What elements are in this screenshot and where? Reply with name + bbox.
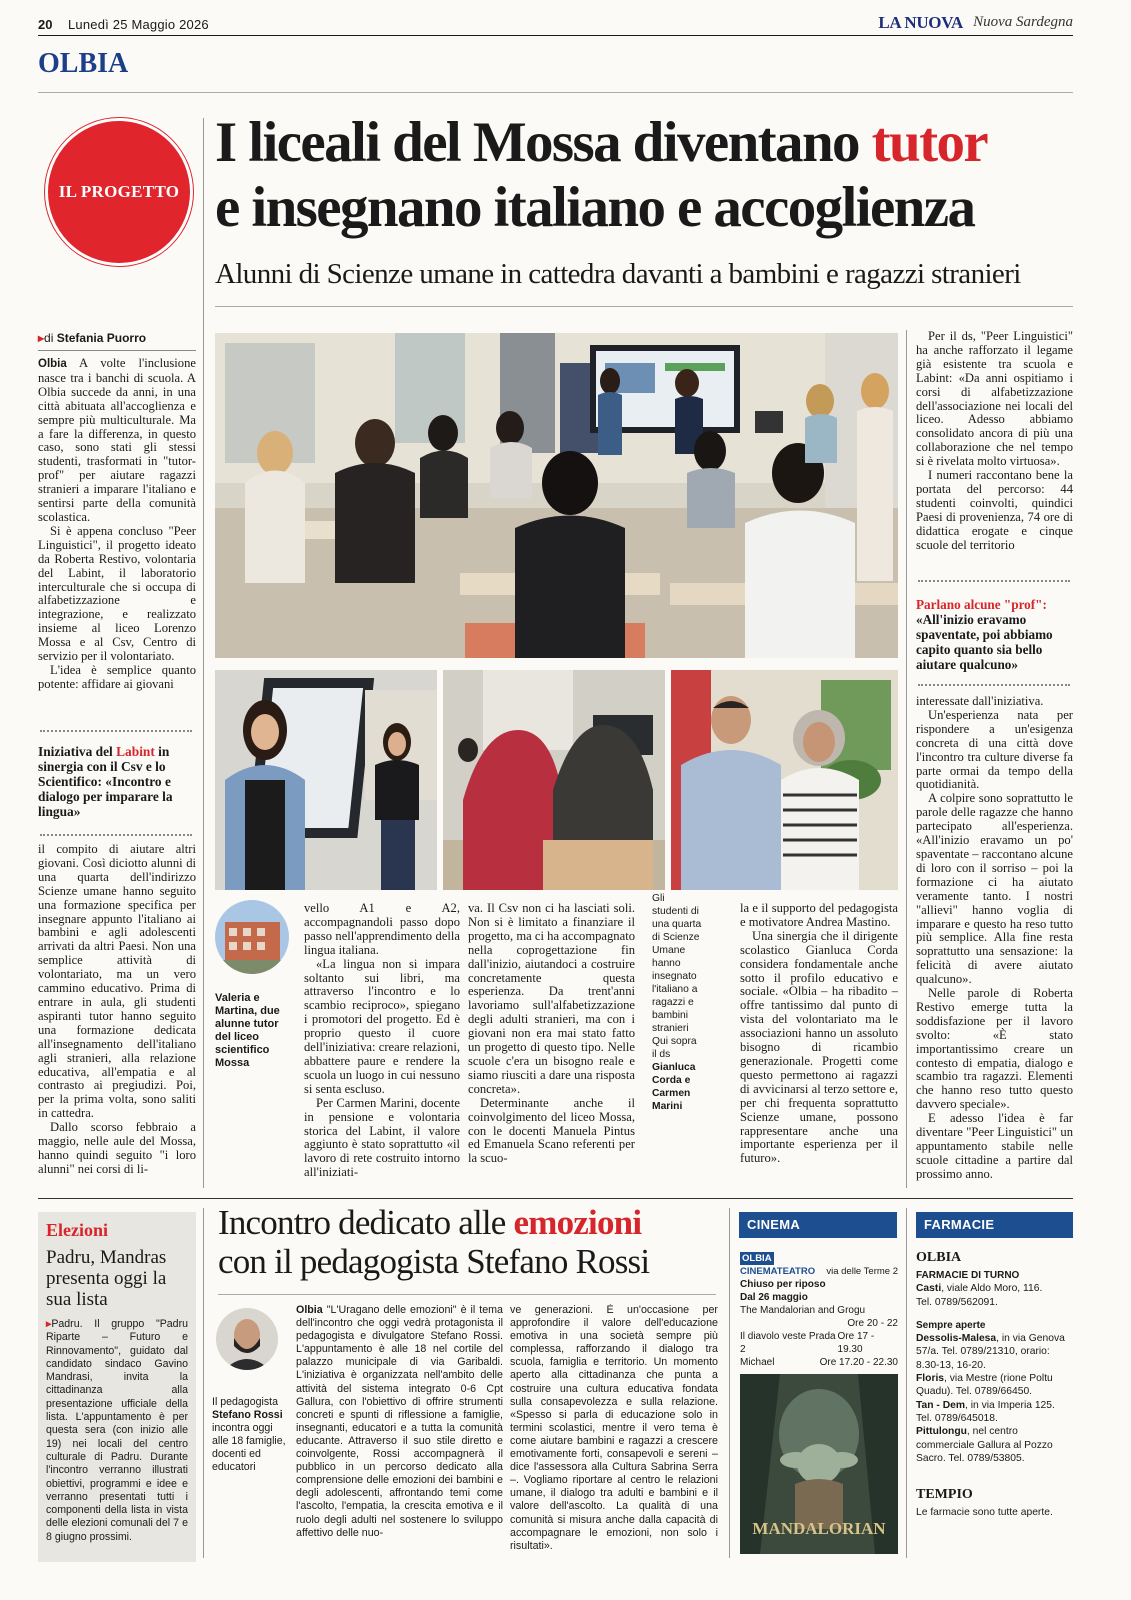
article-column-3 [304, 902, 460, 1188]
students-photo [443, 670, 665, 890]
paragraph: Per Carmen Marini, docente in pensione e volontaria storica del Labint, il valore aggiunto è stato soprattutto «il lavoro di rete costruito intorno all'iniziati- [304, 1095, 460, 1180]
dotted-divider [918, 580, 1070, 582]
elections-title: Padru, Mandras presenta oggi la sua lista [46, 1247, 167, 1310]
section-rule [38, 92, 1073, 93]
tutors-photo [215, 670, 437, 890]
cinema-city: OLBIA [742, 1253, 772, 1264]
cinema-from: Dal 26 maggio [740, 1292, 808, 1303]
movie-poster [740, 1374, 898, 1554]
cinema-header: CINEMA [739, 1212, 897, 1238]
page-number: 20 [38, 17, 53, 32]
subtitle: Alunni di Scienze umane in cattedra davanti a bambini e ragazzi stranieri [215, 258, 1021, 290]
paragraph: «La lingua non si impara soltanto sui libri, ma attraverso l'incontro e lo scambio reciproco», spiegano i promotori del progetto. Ed è proprio questo il cuore dell'iniziativa: creare relazioni, abbattere paure e rendere la scuola un luogo in cui nessuno si senta escluso. [304, 956, 460, 1096]
headline-highlight: tutor [871, 111, 988, 174]
cinema-venue: CINEMATEATRO [740, 1266, 816, 1277]
article2-column-2: ve generazioni. È un'occasione per approfondire il valore dell'educazione emotiva in una società sempre più complessa, rafforzando il dialogo tra scuola, famiglia e territorio. Un momento aperto alla cittadinanza che punta a costruire una cultura educativa fondata sulla consapevolezza e sulla relazione. «Spesso si parla di educazione solo in termini scolastici, mentre il vero tema è come aiutare bambini e ragazzi a crescere emotivamente forti, consapevoli e sereni – dice l'assessora alla Cultura Sabrina Serra –. Vogliamo riportare al centro le relazioni umane, il dialogo tra adulti e bambini e il valore dell'ascolto. La qualità di una comunità si misura anche dalla capacità di accompagnare le emozioni, non solo i risultati». [510, 1304, 718, 1552]
film-times: Ore 17.20 - 22.30 [819, 1357, 898, 1368]
photo-caption-right: Gli studenti di una quarta di Scienze Umane hanno insegnato l'italiano a ragazzi e bambini stranieri Qui sopra il ds Gianluca Corda e Carmen Marini [652, 893, 702, 1112]
paragraph: Un'esperienza nata per rispondere a un'esigenza concreta di una città dove l'incontro tra culture diverse fa parte ormai da tempo della quotidianità. [916, 707, 1073, 792]
elections-body: ▸Padru. Il gruppo "Padru Riparte – Futuro e Rinnovamento", guidato dal candidato sindaco Gavino Mandrasi, invita la cittadinanza alla presentazione ufficiale della lista. L'appuntamento è per questa sera (con inizio alle 19) nei locali del centro culturale di Padru. Durante l'incontro verranno illustrati obiettivi, programmi e idee e verranno presentati tutti i componenti della lista in vista delle elezioni comunali del 7 e 8 giugno prossimi. [46, 1318, 188, 1543]
article-column-4 [468, 902, 635, 1188]
headline-line-2: e insegnano italiano e accoglienza [215, 176, 975, 239]
cinema-address: via delle Terme 2 [826, 1266, 898, 1277]
dotted-divider [918, 684, 1070, 686]
article2-column-1: Olbia "L'Uragano delle emozioni" è il tema dell'incontro che oggi vedrà protagonista il pedagogista e divulgatore Stefano Rossi. L'appuntamento è alle 18 nel cortile del palazzo municipale di via Garibaldi. L'iniziativa è organizzata nell'ambito delle attività del sistema integrato 0-6 Cpt Gallura, con l'obiettivo di offrire strumenti concreti e spunti di riflessione a famiglie, insegnanti, educatori e a tutta la comunità educante. Attraverso il suo stile diretto e coinvolgente, Rossi accompagnerà il pubblico in un percorso dedicato alla comprensione delle emozioni dei bambini e degli adolescenti, affrontando temi come l'ascolto, l'empatia, la crescita emotiva e il ruolo degli adulti nel sostenere lo sviluppo affettivo delle nuo- [296, 1304, 503, 1539]
paragraph: L'idea è semplice quanto potente: affidare ai giovani [38, 662, 196, 691]
principal-photo-illustration [671, 670, 898, 890]
pharmacy-entry: Dessolis-Malesa, in via Genova 57/a. Tel. 0789/21310, orario: 8.30-13, 16-20. [916, 1333, 1065, 1371]
subtitle-rule [215, 306, 1073, 307]
cinema-listings [740, 1252, 898, 1369]
pharmacy-entry: Pittulongu, nel centro commerciale Gallura al Pozzo Sacro. Tel. 0789/53805. [916, 1426, 1053, 1464]
pharmacy-entry: Casti, viale Aldo Moro, 116. Tel. 0789/562091. [916, 1283, 1043, 1308]
paragraph: la e il supporto del pedagogista e motivatore Andrea Mastino. [740, 902, 898, 929]
article-column-6a [916, 330, 1073, 560]
paragraph: Per il ds, "Peer Linguistici" ha anche rafforzato il legame già esistente tra scuola e Labint: «Da anni ospitiamo i corsi di alfabetizzazione dell'associazione nei locali del liceo. Adesso abbiamo consolidato ancora di più una collaborazione che nel tempo si è rivelata molto virtuosa». [916, 330, 1073, 469]
principal-photo [671, 670, 898, 890]
project-badge: IL PROGETTO [45, 118, 193, 266]
poster-title: MANDALORIAN [752, 1519, 886, 1538]
film-title: Michael [740, 1357, 775, 1368]
portrait-illustration [216, 1308, 278, 1370]
paragraph: A colpire sono soprattutto le parole delle ragazze che hanno partecipato all'esperienza. «All'inizio eravamo un po' spaventate – raccontano alcune di loro con il sorriso – poi la formazione ci ha aiutato veramente tanto. I nostri "allievi" hanno voglia di imparare e questo ha reso tutto più semplice. Alla fine resta soprattutto una sensazione: la felicità di avere aiutato qualcuno». [916, 791, 1073, 987]
article-column-1a [38, 357, 196, 712]
school-building-illustration [215, 900, 289, 974]
pharmacy-city: OLBIA [916, 1250, 962, 1265]
paragraph: E adesso l'idea è far diventare "Peer Linguistici" un appuntamento stabile nelle scuole cittadine a partire dal prossimo anno. [916, 1111, 1073, 1181]
pharmacy-entry: Floris, via Mestre (rione Poltu Quadu). Tel. 0789/66450. [916, 1373, 1053, 1398]
sidebar-pullquote: Iniziativa del Labint in sinergia con il Csv e lo Scientifico: «Incontro e dialogo per imparare la lingua» [38, 744, 173, 819]
issue-date: Lunedì 25 Maggio 2026 [68, 17, 209, 32]
paragraph: Olbia A volte l'inclusione nasce tra i banchi di scuola. A Olbia succede da anni, in una città abituata all'accoglienza e sempre più multiculturale. Ma a fare la differenza, in questo caso, sono stati gli stessi studenti, trasformati in "tutor-prof" per aiutare ragazzi stranieri a imparare l'italiano e sentirsi parte della comunità scolastica. [38, 357, 196, 524]
cinema-closed: Chiuso per riposo [740, 1279, 826, 1290]
section-title: OLBIA [38, 48, 129, 79]
stefano-rossi-photo [216, 1308, 278, 1370]
article2-title-line-2: con il pedagogista Stefano Rossi [218, 1242, 650, 1281]
author-name: Stefania Puorro [56, 331, 147, 345]
byline: ▸di Stefania Puorro [38, 331, 147, 345]
paragraph: Dallo scorso febbraio a maggio, nelle aule del Mossa, hanno quindi seguito "i loro alunni" nei corsi di li- [38, 1120, 196, 1176]
pharmacy-city: TEMPIO [916, 1487, 973, 1503]
dotted-divider [40, 834, 192, 836]
newspaper-logo: LA NUOVA [878, 13, 963, 32]
classroom-photo-illustration [215, 333, 898, 658]
column-divider [729, 1208, 730, 1558]
header-rule [38, 35, 1073, 36]
classroom-photo [215, 333, 898, 658]
paragraph: Determinante anche il coinvolgimento del liceo Mossa, con le docenti Manuela Pintus ed Emanuela Scano referenti per la scuo- [468, 1095, 635, 1166]
pharmacy-note: Le farmacie sono tutte aperte. [916, 1507, 1053, 1519]
film-title: The Mandalorian and Grogu [740, 1305, 866, 1316]
newspaper-logo-script: Nuova Sardegna [973, 14, 1073, 30]
article2-title-line-1: Incontro dedicato alle emozioni [218, 1203, 642, 1242]
page-separator [38, 1198, 1073, 1199]
paragraph: I numeri raccontano bene la portata del percorso: 44 studenti coinvolti, quindici Paesi di provenienza, 74 ore di didattica erogate e cinque scuole del territorio [916, 468, 1073, 552]
tutors-photo-illustration [215, 670, 437, 890]
pharmacy-header: FARMACIE [916, 1212, 1073, 1238]
article-column-6b [916, 695, 1073, 1188]
pharmacy-listings [916, 1250, 1073, 1519]
pharmacy-entry: Tan - Dem, in via Imperia 125. Tel. 0789/645018. [916, 1399, 1055, 1424]
pharmacy-turno-label: FARMACIE DI TURNO [916, 1270, 1020, 1281]
school-building-photo [215, 900, 289, 974]
column-divider [203, 118, 204, 1188]
pharmacy-open-label: Sempre aperte [916, 1319, 986, 1331]
poster-illustration [740, 1374, 898, 1554]
paragraph: vello A1 e A2, accompagnandoli passo dopo passo nell'apprendimento della lingua italiana. [304, 902, 460, 957]
photo-caption-left: Valeria e Martina, due alunne tutor del liceo scientifico Mossa [215, 992, 280, 1069]
article-column-1b [38, 843, 196, 1188]
column-divider [906, 330, 907, 1188]
article2-rule [218, 1294, 716, 1295]
elections-tag: Elezioni [46, 1220, 108, 1240]
rossi-caption: Il pedagogista Stefano Rossi incontra oggi alle 18 famiglie, docenti ed educatori [212, 1396, 286, 1473]
column-divider [203, 1208, 204, 1558]
pullquote: Parlano alcune "prof": «All'inizio eravamo spaventate, poi abbiamo capito quanto sia bello aiutare qualcuno» [916, 597, 1053, 672]
byline-rule [38, 350, 196, 351]
article-column-5 [740, 902, 898, 1188]
paragraph: va. Il Csv non ci ha lasciati soli. Non si è limitato a finanziare il progetto, ma ci ha accompagnato nella coprogettazione fin dall'inizio, aiutandoci a costruire concretamente questa esperienza. Da trent'anni lavoriamo sull'alfabetizzazione degli adulti stranieri, ma con i giovani non era mai stato fatto un progetto di questo tipo. Nelle scuole c'era un bisogno reale e siamo riusciti a dare una risposta concreta». [468, 902, 635, 1096]
students-photo-illustration [443, 670, 665, 890]
elections-box [38, 1212, 196, 1562]
film-title: Il diavolo veste Prada 2 [740, 1331, 836, 1355]
paragraph: interessate dall'iniziativa. [916, 695, 1044, 708]
column-divider [906, 1208, 907, 1558]
paragraph: il compito di aiutare altri giovani. Così diciotto alunni di una quarta dell'indirizzo Scienze umane hanno seguito una formazione specifica per insegnare appunto l'italiano ai bambini e agli adolescenti arrivati da altri Paesi. Non una semplice attività di volontariato, ma un vero cammino educativo. Prima di entrare in aula, gli studenti aspiranti tutor hanno seguito una formazione dedicata all'insegnamento dell'italiano agli stranieri, alla relazione educativa, all'empatia e al contrasto ai pregiudizi. Poi, per la prima volta, sono saliti in cattedra. [38, 843, 196, 1121]
dotted-divider [40, 730, 192, 732]
paragraph: Nelle parole di Roberta Restivo emerge tutta la soddisfazione per il lavoro svolto: «È stato importantissimo creare un contesto di empatia, dialogo e scambio tra ragazzi. Elementi che hanno reso tutto questo davvero speciale». [916, 986, 1073, 1112]
paragraph: Si è appena concluso "Peer Linguistici", il progetto ideato da Roberta Restivo, volontaria del Labint, il laboratorio interculturale che si occupa di alfabetizzazione e integrazione, e realizzato insieme al liceo Lorenzo Mossa e al Csv, Centro di servizio per il volontariato. [38, 523, 196, 664]
paragraph: Una sinergia che il dirigente scolastico Gianluca Corda considera fondamentale anche sotto il profilo educativo e sociale. «Olbia – ha ribadito – offre tantissimo dal punto di vista del volontariato ma le associazioni hanno un assoluto bisogno di ricambio generazionale. Progetti come questo permettono ai ragazzi di avvicinarsi al terzo settore e, per chi frequenta soprattutto Scienze umane, possono rappresentare anche una importante esperienza per il futuro». [740, 928, 898, 1166]
film-times: Ore 20 - 22 [847, 1318, 898, 1329]
film-times: Ore 17 - 19.30 [837, 1331, 875, 1355]
headline-line-1: I liceali del Mossa diventano tutor [215, 111, 988, 174]
